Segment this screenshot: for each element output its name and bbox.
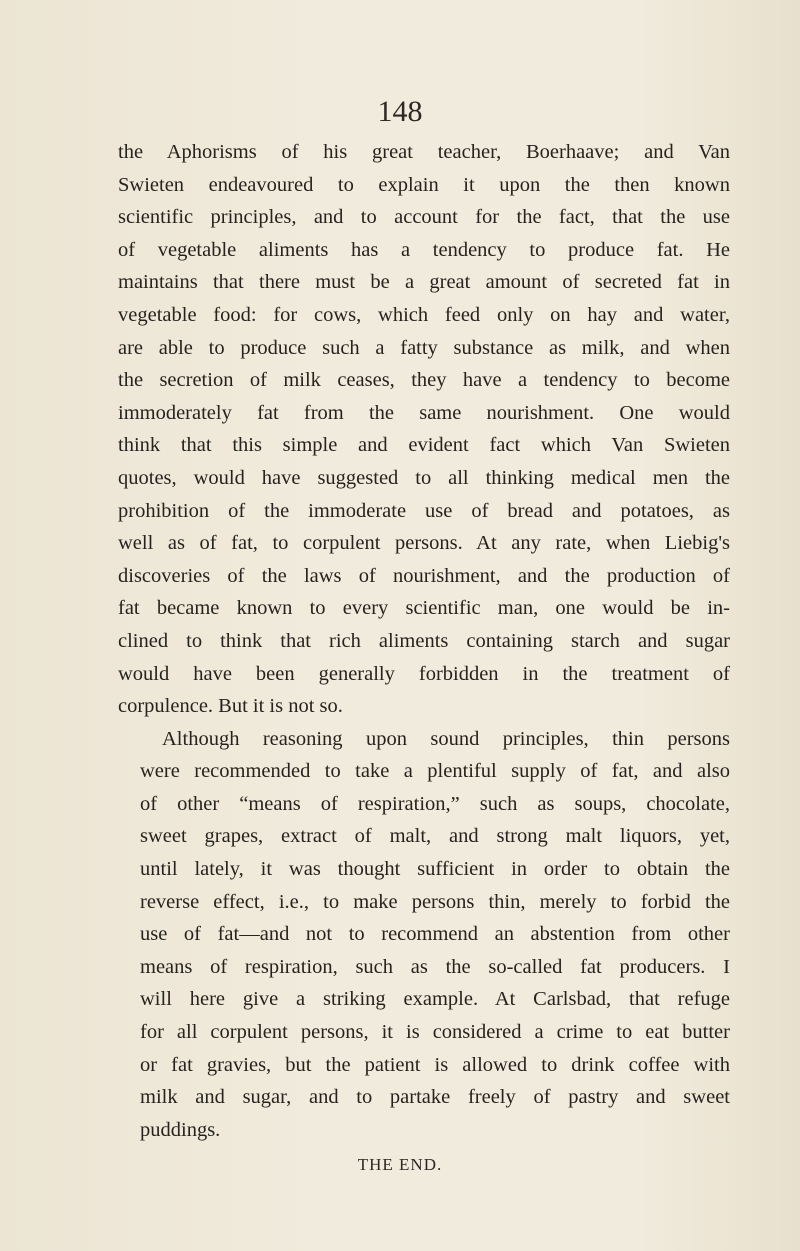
text-line: discoveries of the laws of nourishment, and the production of: [118, 564, 730, 587]
text-line: Although reasoning upon sound principles, thin persons: [162, 727, 730, 750]
paragraph-2: [118, 723, 730, 1147]
page-number: 148: [377, 95, 423, 128]
text-line: for all corpulent persons, it is considered a crime to eat butter: [140, 1021, 730, 1044]
text-line: well as of fat, to corpulent persons. At any rate, when Liebig's: [118, 532, 730, 555]
text-line: the secretion of milk ceases, they have a tendency to become: [118, 369, 730, 392]
text-line: clined to think that rich aliments containing starch and sugar: [118, 629, 730, 652]
text-line: would have been generally forbidden in the treatment of: [118, 662, 730, 685]
text-line: immoderately fat from the same nourishment. One would: [118, 401, 730, 424]
text-line: prohibition of the immoderate use of bread and potatoes, as: [118, 499, 730, 522]
text-line: of vegetable aliments has a tendency to produce fat. He: [118, 238, 730, 261]
text-line: are able to produce such a fatty substance as milk, and when: [118, 336, 730, 359]
text-line: reverse effect, i.e., to make persons thin, merely to forbid the: [140, 890, 730, 913]
text-line: puddings.: [140, 1118, 221, 1141]
text-line: of other “means of respiration,” such as soups, chocolate,: [140, 792, 730, 815]
text-line: quotes, would have suggested to all thinking medical men the: [118, 466, 730, 489]
text-line: sweet grapes, extract of malt, and strong malt liquors, yet,: [140, 825, 730, 848]
text-line: Swieten endeavoured to explain it upon the then known: [118, 173, 730, 196]
text-line: will here give a striking example. At Carlsbad, that refuge: [140, 988, 730, 1011]
text-line: corpulence. But it is not so.: [118, 695, 343, 718]
text-line: means of respiration, such as the so-called fat producers. I: [140, 955, 730, 978]
text-line: think that this simple and evident fact which Van Swieten: [118, 434, 730, 457]
body-text: [118, 136, 730, 1146]
text-line: until lately, it was thought sufficient in order to obtain the: [140, 858, 730, 881]
text-line: milk and sugar, and to partake freely of pastry and sweet: [140, 1086, 730, 1109]
text-line: maintains that there must be a great amount of secreted fat in: [118, 271, 730, 294]
text-line: use of fat—and not to recommend an abstention from other: [140, 923, 730, 946]
text-line: scientific principles, and to account for the fact, that the use: [118, 206, 730, 229]
paragraph-1: [118, 136, 730, 723]
end-marker: THE END.: [357, 1155, 443, 1174]
text-line: fat became known to every scientific man, one would be in-: [118, 597, 730, 620]
text-line: the Aphorisms of his great teacher, Boerhaave; and Van: [118, 141, 730, 163]
text-line: were recommended to take a plentiful supply of fat, and also: [140, 760, 730, 783]
text-line: or fat gravies, but the patient is allowed to drink coffee with: [140, 1053, 730, 1076]
text-line: vegetable food: for cows, which feed only on hay and water,: [118, 303, 730, 326]
